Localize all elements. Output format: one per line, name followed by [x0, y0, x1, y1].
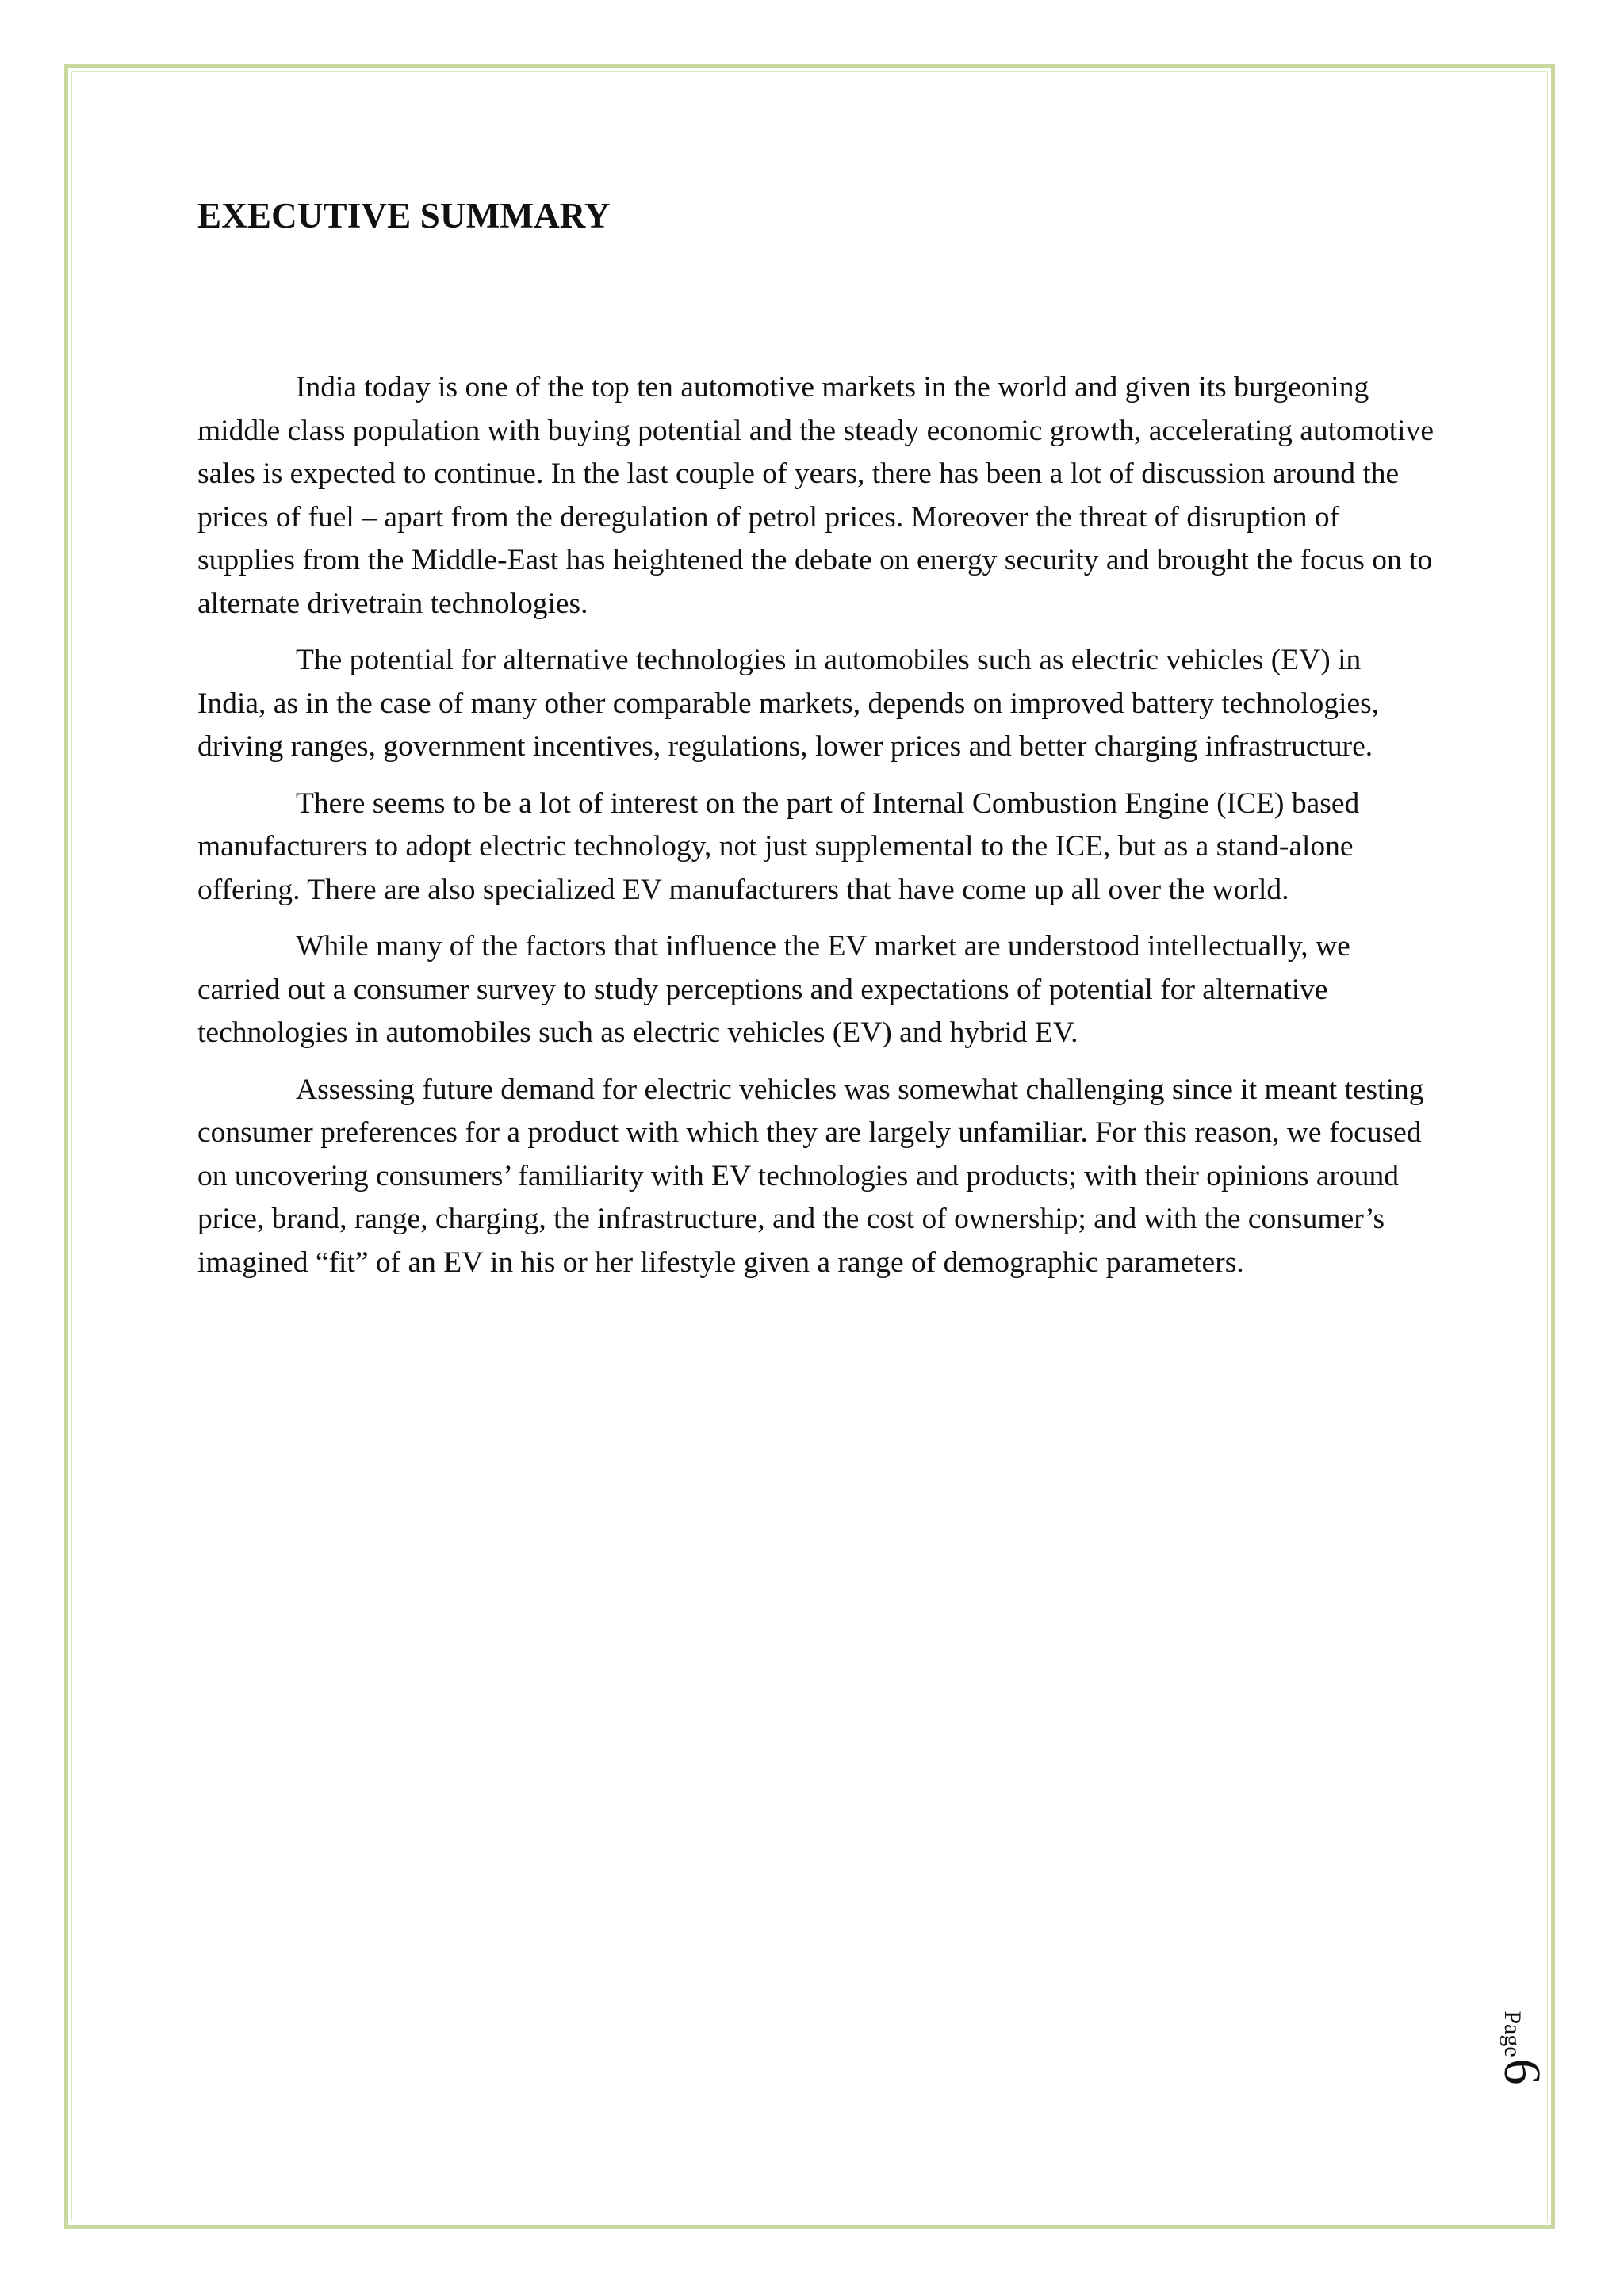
page-word: Page — [1500, 2011, 1526, 2057]
page-number-label — [1465, 2011, 1552, 2085]
paragraph: India today is one of the top ten automotive markets in the world and given its burgeoning middle class population with buying potential and the steady economic growth, accelerating automotive sales is expected to continue. In the last couple of years, there has been a lot of discussion around the prices of fuel – apart from the deregulation of petrol prices. Moreover the threat of disruption of supplies from the Middle-East has heightened the debate on energy security and brought the focus on to alternate drivetrain technologies. — [197, 371, 1434, 620]
paragraph: Assessing future demand for electric vehicles was somewhat challenging since it meant testing consumer preferences for a product with which they are largely unfamiliar. For this reason, we focused on uncovering consumers’ familiarity with EV technologies and products; with their opinions around price, brand, range, charging, the infrastructure, and the cost of ownership; and with the consumer’s imagined “fit” of an EV in his or her lifestyle given a range of demographic parameters. — [197, 1073, 1424, 1279]
page-number: 6 — [1493, 2058, 1551, 2085]
paragraph: While many of the factors that influence the EV market are understood intellectually, we carried out a consumer survey to study perceptions and expectations of potential for alternative technologies in automobiles such as electric vehicles (EV) and hybrid EV. — [197, 930, 1350, 1049]
section-heading: EXECUTIVE SUMMARY — [197, 196, 611, 235]
paragraph: The potential for alternative technologies in automobiles such as electric vehicles (EV) in India, as in the case of many other comparable markets, depends on improved battery technologies, driving ranges, government incentives, regulations, lower prices and better charging infrastructure. — [197, 644, 1380, 763]
body-text — [197, 366, 1434, 1298]
paragraph: There seems to be a lot of interest on the part of Internal Combustion Engine (ICE) based manufacturers to adopt electric technology, not just supplemental to the ICE, but as a stand-alone offering. There are also specialized EV manufacturers that have come up all over the world. — [197, 786, 1360, 906]
